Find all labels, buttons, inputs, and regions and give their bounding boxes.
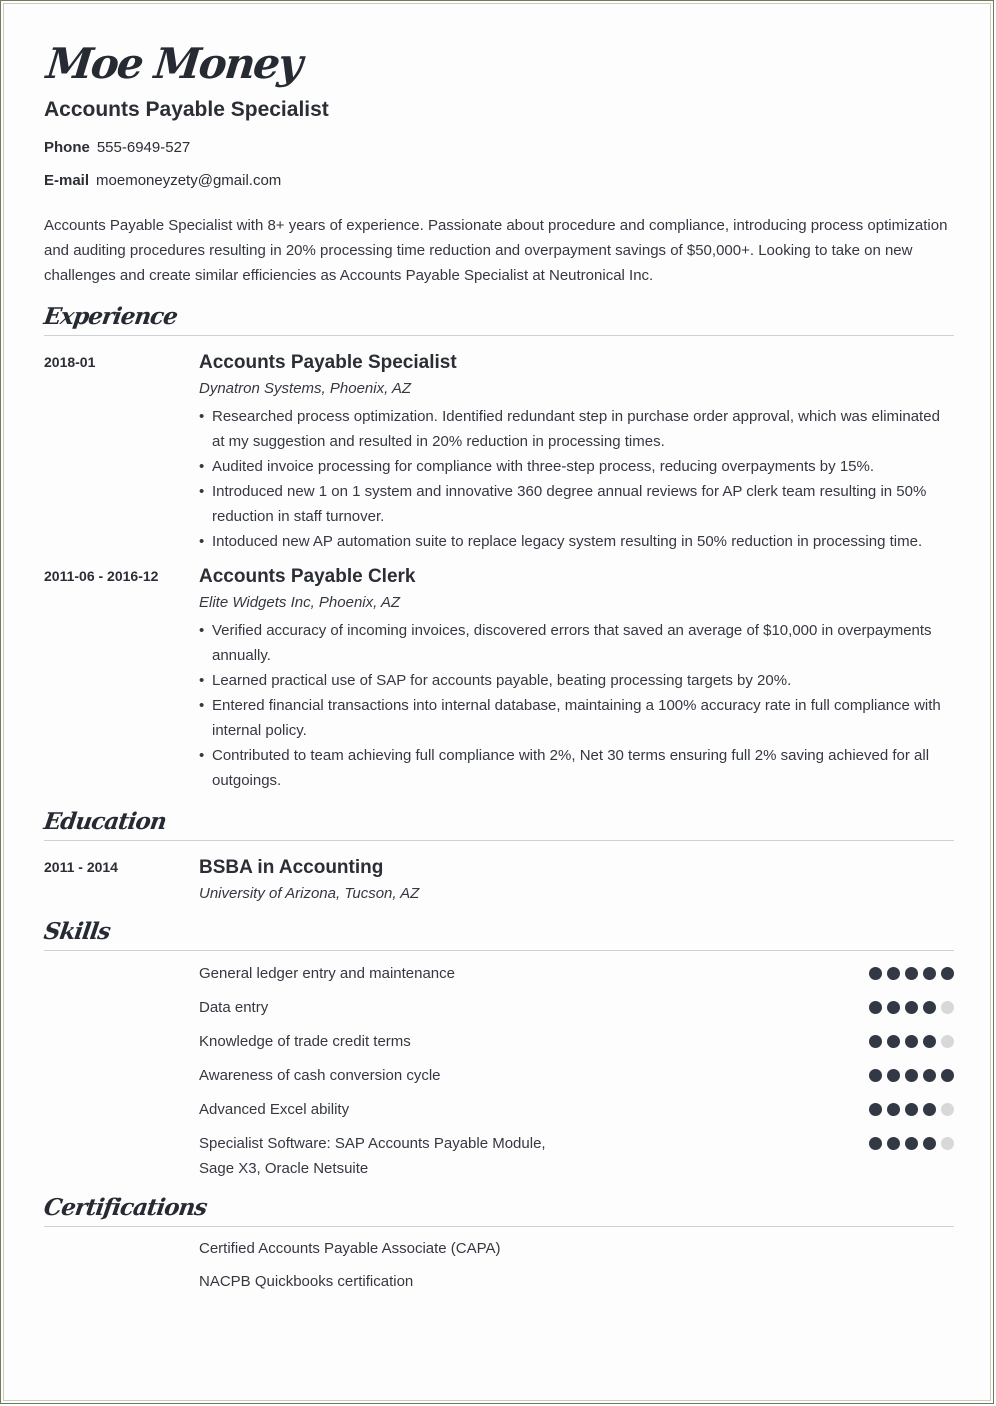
- rating-dot-filled: [869, 1069, 882, 1082]
- skill-row: [199, 995, 954, 1020]
- certifications-heading-text: Certifications: [42, 1194, 209, 1221]
- skill-row: [199, 1063, 954, 1088]
- rating-dot-filled: [887, 1035, 900, 1048]
- skill-name: Advanced Excel ability: [199, 1101, 350, 1118]
- skill-name: Specialist Software: SAP Accounts Payable Module, Sage X3, Oracle Netsuite: [199, 1135, 546, 1177]
- school: University of Arizona, Tucson, AZ: [199, 885, 420, 902]
- rating-dot-filled: [887, 967, 900, 980]
- skill-name: Knowledge of trade credit terms: [199, 1033, 411, 1050]
- phone-label: Phone: [44, 139, 90, 156]
- skill-rating: [869, 961, 954, 980]
- entry-date: 2011-06 - 2016-12: [44, 568, 159, 584]
- skill-rating: [869, 1063, 954, 1082]
- certification-item: NACPB Quickbooks certification: [199, 1273, 414, 1290]
- experience-heading-text: Experience: [42, 303, 179, 330]
- contact-info: [44, 139, 954, 205]
- education-entry: [44, 855, 954, 904]
- bullet-item: • Audited invoice processing for compliance with three-step process, reducing overpayments by 15%.: [199, 454, 954, 479]
- company: Elite Widgets Inc, Phoenix, AZ: [199, 594, 401, 611]
- phone-value: 555-6949-527: [96, 139, 191, 156]
- skill-row: [199, 1131, 954, 1181]
- email-label: E-mail: [44, 172, 90, 189]
- rating-dot-filled: [905, 1001, 918, 1014]
- bullet-item: • Learned practical use of SAP for accounts payable, beating processing targets by 20%.: [199, 668, 954, 693]
- candidate-name: Moe Money: [44, 39, 304, 88]
- bullet-item: • Intoduced new AP automation suite to replace legacy system resulting in 50% reduction in processing time.: [199, 529, 954, 554]
- rating-dot-filled: [923, 1137, 936, 1150]
- rating-dot-filled: [941, 967, 954, 980]
- skill-rating: [869, 1029, 954, 1048]
- rating-dot-filled: [887, 1069, 900, 1082]
- rating-dot-filled: [869, 1137, 882, 1150]
- resume-content: [44, 39, 954, 1292]
- education-heading: [44, 807, 954, 841]
- skill-rating: [869, 995, 954, 1014]
- rating-dot-filled: [887, 1137, 900, 1150]
- phone-row: [44, 139, 954, 172]
- rating-dot-filled: [869, 1035, 882, 1048]
- experience-entry: [44, 564, 954, 793]
- skill-name: General ledger entry and maintenance: [199, 965, 455, 982]
- skill-rating: [869, 1097, 954, 1116]
- experience-entry: [44, 350, 954, 554]
- certification-item: Certified Accounts Payable Associate (CAPA): [199, 1240, 501, 1257]
- entry-body: [199, 564, 954, 793]
- company: Dynatron Systems, Phoenix, AZ: [199, 380, 412, 397]
- bullet-item: • Contributed to team achieving full compliance with 2%, Net 30 terms ensuring full 2% saving achieved for all outgoings.: [199, 743, 954, 793]
- degree: BSBA in Accounting: [199, 857, 384, 878]
- email-row: [44, 172, 954, 205]
- bullet-list: [199, 404, 954, 554]
- rating-dot-filled: [869, 1001, 882, 1014]
- rating-dot-filled: [869, 1103, 882, 1116]
- skill-row: [199, 961, 954, 986]
- skills-heading-text: Skills: [42, 918, 112, 945]
- rating-dot-empty: [941, 1137, 954, 1150]
- skill-row: [199, 1097, 954, 1122]
- skills-heading: [44, 917, 954, 951]
- rating-dot-filled: [923, 967, 936, 980]
- rating-dot-filled: [923, 1001, 936, 1014]
- rating-dot-filled: [905, 967, 918, 980]
- rating-dot-filled: [923, 1035, 936, 1048]
- rating-dot-filled: [887, 1103, 900, 1116]
- education-heading-text: Education: [42, 808, 168, 835]
- email-value[interactable]: moemoneyzety@gmail.com: [96, 172, 282, 189]
- skill-name: Data entry: [199, 999, 269, 1016]
- rating-dot-empty: [941, 1103, 954, 1116]
- rating-dot-filled: [905, 1103, 918, 1116]
- rating-dot-filled: [941, 1069, 954, 1082]
- rating-dot-filled: [887, 1001, 900, 1014]
- certifications-list: [199, 1239, 954, 1292]
- experience-heading: [44, 302, 954, 336]
- job-title: Accounts Payable Specialist: [199, 352, 457, 373]
- skill-name: Awareness of cash conversion cycle: [199, 1067, 441, 1084]
- entry-body: [199, 855, 954, 904]
- rating-dot-filled: [905, 1035, 918, 1048]
- rating-dot-filled: [923, 1069, 936, 1082]
- rating-dot-filled: [905, 1069, 918, 1082]
- entry-date: 2018-01: [44, 354, 96, 370]
- rating-dot-filled: [923, 1103, 936, 1116]
- bullet-item: • Verified accuracy of incoming invoices, discovered errors that saved an average of $10,000 in overpayments annually.: [199, 618, 954, 668]
- bullet-list: [199, 618, 954, 793]
- entry-date: 2011 - 2014: [44, 859, 118, 875]
- certifications-heading: [44, 1193, 954, 1227]
- rating-dot-filled: [905, 1137, 918, 1150]
- skill-rating: [869, 1131, 954, 1150]
- experience-list: [44, 350, 954, 793]
- skills-list: [199, 961, 954, 1181]
- rating-dot-empty: [941, 1001, 954, 1014]
- entry-body: [199, 350, 954, 554]
- bullet-item: • Researched process optimization. Identified redundant step in purchase order approval, which was eliminated at my suggestion and resulted in 20% reduction in processing times.: [199, 404, 954, 454]
- rating-dot-filled: [869, 967, 882, 980]
- job-title: Accounts Payable Clerk: [199, 566, 416, 587]
- bullet-item: • Introduced new 1 on 1 system and innovative 360 degree annual reviews for AP clerk team resulting in 50% reduction in staff turnover.: [199, 479, 954, 529]
- rating-dot-empty: [941, 1035, 954, 1048]
- skill-row: [199, 1029, 954, 1054]
- candidate-title: Accounts Payable Specialist: [44, 98, 329, 121]
- summary: Accounts Payable Specialist with 8+ years of experience. Passionate about procedure and compliance, introducing process optimization and auditing procedures resulting in 20% processing time reduction and overpayment savings of $50,000+. Looking to take on new challenges and create similar efficiencies as Accounts Payable Specialist at Neutronical Inc.: [44, 217, 948, 284]
- bullet-item: • Entered financial transactions into internal database, maintaining a 100% accuracy rate in full compliance with internal policy.: [199, 693, 954, 743]
